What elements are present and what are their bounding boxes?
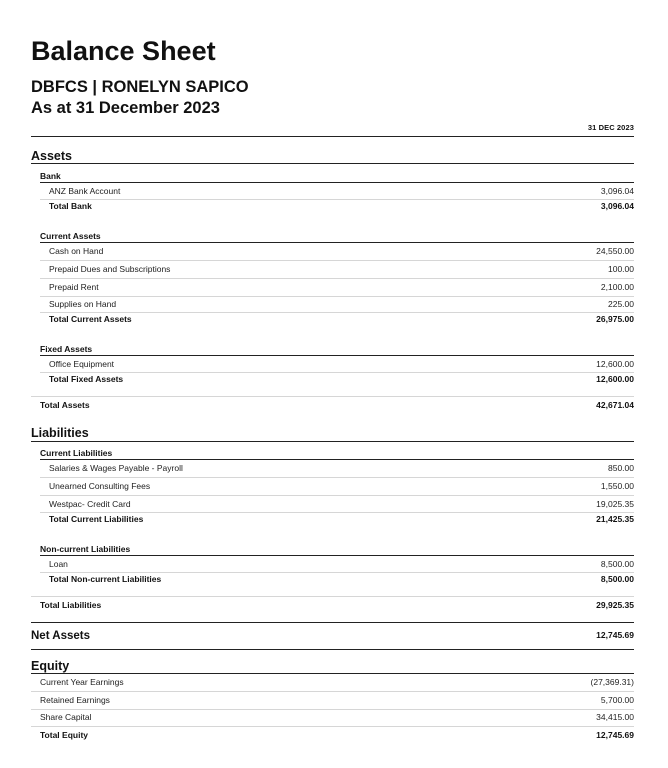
net-assets-amount: 12,745.69 (596, 630, 634, 640)
organisation-name: DBFCS | RONELYN SAPICO (31, 78, 249, 96)
section-heading-equity: Equity (31, 659, 70, 673)
line-item-amount: 225.00 (608, 299, 634, 309)
line-item-name: Salaries & Wages Payable - Payroll (49, 463, 183, 473)
group-heading-bank: Bank (40, 171, 61, 181)
group-divider (40, 555, 634, 556)
line-item-name: Westpac- Credit Card (49, 499, 131, 509)
line-item-amount: 24,550.00 (596, 246, 634, 256)
row-divider (40, 477, 634, 478)
section-heading-liabilities: Liabilities (31, 426, 89, 440)
group-heading-fixed-assets: Fixed Assets (40, 344, 93, 354)
line-item-amount: 12,600.00 (596, 359, 634, 369)
total-liabilities-label: Total Liabilities (40, 600, 102, 610)
row-divider (40, 512, 634, 513)
group-divider (40, 182, 634, 183)
line-item-amount: 3,096.04 (600, 186, 634, 196)
group-heading-current-liabilities: Current Liabilities (40, 448, 113, 458)
row-divider (31, 709, 634, 710)
column-header-date: 31 DEC 2023 (587, 123, 634, 132)
line-item-amount: 19,025.35 (596, 499, 634, 509)
group-divider (40, 355, 634, 356)
row-divider (40, 296, 634, 297)
total-label: Total Current Liabilities (49, 514, 144, 524)
line-item-amount: 8,500.00 (600, 559, 634, 569)
row-divider (40, 495, 634, 496)
total-label: Total Bank (49, 201, 92, 211)
net-assets-label: Net Assets (31, 630, 91, 642)
group-divider (40, 242, 634, 243)
total-amount: 21,425.35 (596, 514, 634, 524)
total-equity-label: Total Equity (40, 730, 89, 740)
line-item-name: Unearned Consulting Fees (49, 481, 151, 491)
total-label: Total Current Assets (49, 314, 132, 324)
row-divider (31, 396, 634, 397)
group-heading-current-assets: Current Assets (40, 231, 101, 241)
line-item-name: Current Year Earnings (40, 677, 124, 687)
row-divider (40, 572, 634, 573)
row-divider (40, 260, 634, 261)
total-label: Total Non-current Liabilities (49, 574, 162, 584)
row-divider (31, 726, 634, 727)
total-liabilities-amount: 29,925.35 (596, 600, 634, 610)
row-divider (40, 199, 634, 200)
net-assets-divider (31, 622, 634, 623)
line-item-name: Office Equipment (49, 359, 115, 369)
header-divider (31, 136, 634, 137)
net-assets-divider (31, 649, 634, 650)
group-heading-non-current-liabilities: Non-current Liabilities (40, 544, 131, 554)
total-amount: 8,500.00 (600, 574, 634, 584)
line-item-name: Supplies on Hand (49, 299, 117, 309)
total-amount: 12,600.00 (596, 374, 634, 384)
line-item-amount: 850.00 (608, 463, 634, 473)
total-amount: 3,096.04 (600, 201, 634, 211)
line-item-name: Cash on Hand (49, 246, 104, 256)
line-item-name: Share Capital (40, 712, 92, 722)
total-amount: 26,975.00 (596, 314, 634, 324)
line-item-amount: 2,100.00 (600, 282, 634, 292)
row-divider (31, 596, 634, 597)
line-item-name: ANZ Bank Account (49, 186, 121, 196)
row-divider (40, 312, 634, 313)
group-divider (40, 459, 634, 460)
total-assets-amount: 42,671.04 (596, 400, 634, 410)
total-assets-label: Total Assets (40, 400, 90, 410)
line-item-amount: (27,369.31) (590, 677, 634, 687)
row-divider (40, 278, 634, 279)
report-title: Balance Sheet (31, 36, 216, 66)
total-label: Total Fixed Assets (49, 374, 124, 384)
line-item-amount: 5,700.00 (600, 695, 634, 705)
line-item-name: Retained Earnings (40, 695, 110, 705)
row-divider (31, 691, 634, 692)
line-item-name: Prepaid Dues and Subscriptions (49, 264, 171, 274)
report-date: As at 31 December 2023 (31, 99, 220, 117)
line-item-amount: 100.00 (608, 264, 634, 274)
section-heading-assets: Assets (31, 149, 72, 163)
section-divider (31, 673, 634, 674)
line-item-amount: 1,550.00 (600, 481, 634, 491)
line-item-name: Loan (49, 559, 68, 569)
total-equity-amount: 12,745.69 (596, 730, 634, 740)
line-item-name: Prepaid Rent (49, 282, 99, 292)
line-item-amount: 34,415.00 (596, 712, 634, 722)
row-divider (40, 372, 634, 373)
section-divider (31, 441, 634, 442)
section-divider (31, 163, 634, 164)
